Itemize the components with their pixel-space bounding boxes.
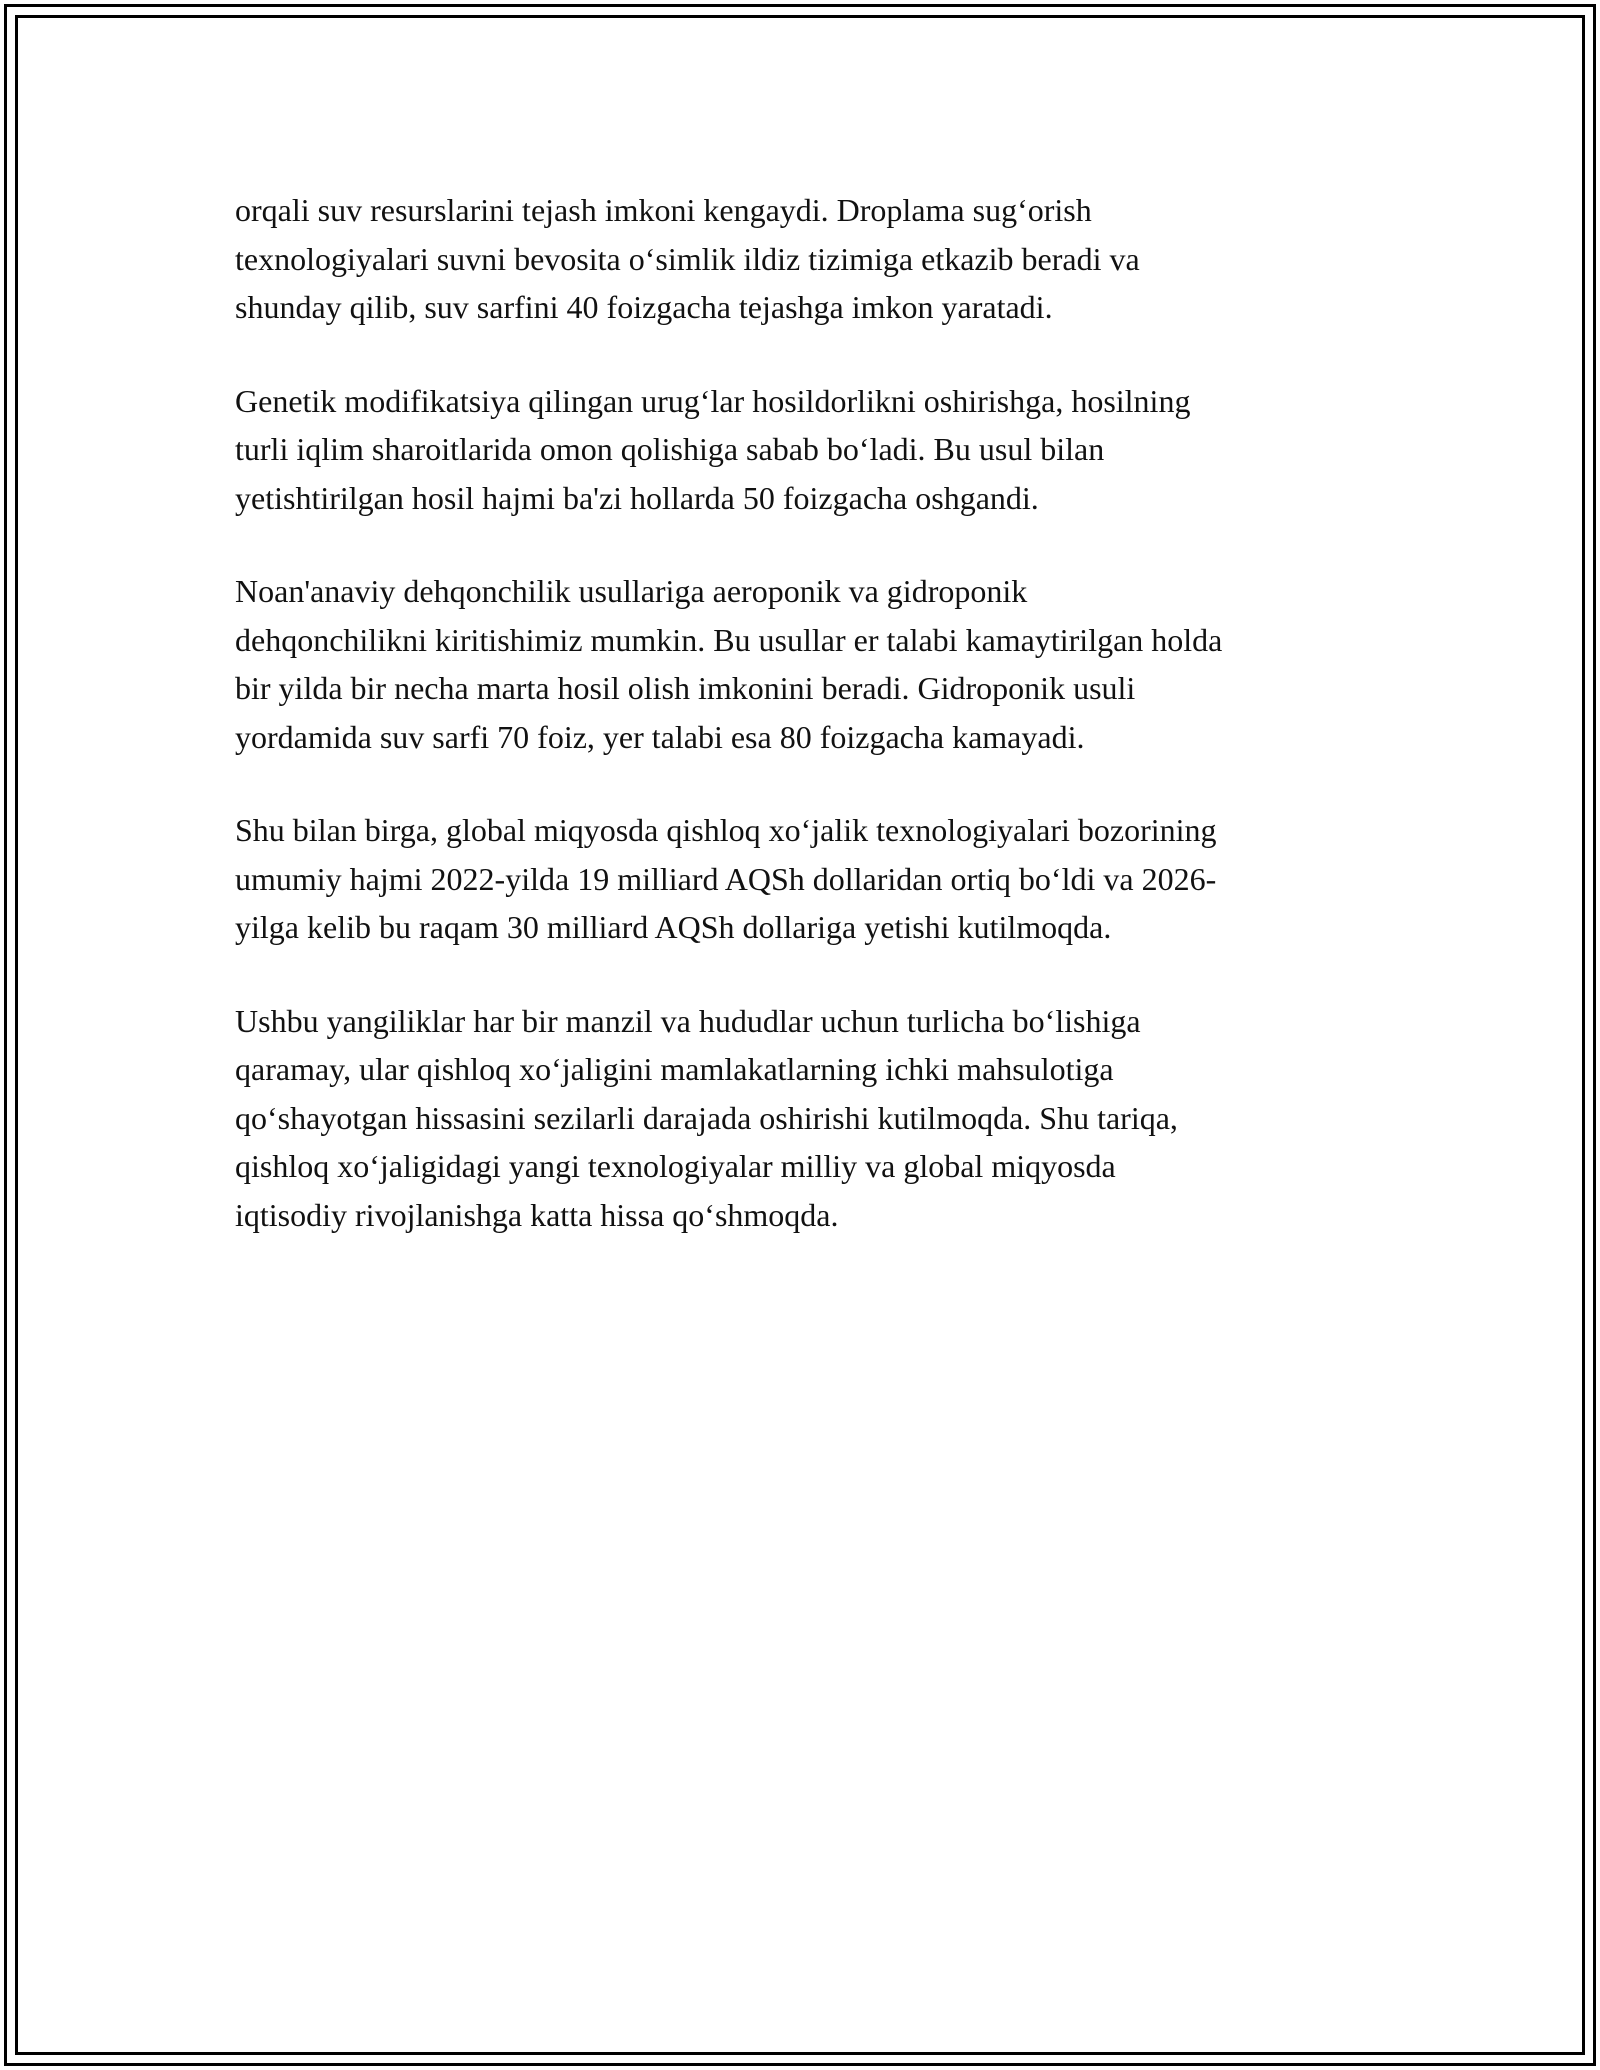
text-line: Noan'anaviy dehqonchilik usullariga aeroponik va gidroponik bbox=[235, 573, 1028, 609]
text-line: orqali suv resurslarini tejash imkoni kengaydi. Droplama sug‘orish bbox=[235, 192, 1092, 228]
text-line: qishloq xo‘jaligidagi yangi texnologiyalar milliy va global miqyosda bbox=[235, 1148, 1116, 1184]
paragraph-genetic-seeds bbox=[235, 377, 1375, 523]
text-line: shunday qilib, suv sarfini 40 foizgacha tejashga imkon yaratadi. bbox=[235, 289, 1053, 325]
text-line: Shu bilan birga, global miqyosda qishloq xo‘jalik texnologiyalari bozorining bbox=[235, 812, 1217, 848]
text-line: qaramay, ular qishloq xo‘jaligini mamlakatlarning ichki mahsulotiga bbox=[235, 1051, 1114, 1087]
text-line: yetishtirilgan hosil hajmi ba'zi hollarda 50 foizgacha oshgandi. bbox=[235, 479, 1039, 516]
document-body bbox=[235, 186, 1375, 1284]
paragraph-unconventional-farming bbox=[235, 567, 1375, 761]
paragraph-market-size bbox=[235, 806, 1375, 952]
text-line: texnologiyalari suvni bevosita o‘simlik ildiz tizimiga etkazib beradi va bbox=[235, 240, 1140, 277]
text-line: yilga kelib bu raqam 30 milliard AQSh dollariga yetishi kutilmoqda. bbox=[235, 909, 1112, 945]
text-line: umumiy hajmi 2022-yilda 19 milliard AQSh dollaridan ortiq bo‘ldi va 2026- bbox=[235, 860, 1217, 897]
text-line: iqtisodiy rivojlanishga katta hissa qo‘shmoqda. bbox=[235, 1196, 839, 1233]
text-line: qo‘shayotgan hissasini sezilarli darajada oshirishi kutilmoqda. Shu tariqa, bbox=[235, 1099, 1178, 1136]
text-line: turli iqlim sharoitlarida omon qolishiga sabab bo‘ladi. Bu usul bilan bbox=[235, 431, 1105, 467]
paragraph-conclusion bbox=[235, 997, 1375, 1240]
text-line: Ushbu yangiliklar har bir manzil va hududlar uchun turlicha bo‘lishiga bbox=[235, 1002, 1141, 1039]
text-line: dehqonchilikni kiritishimiz mumkin. Bu usullar er talabi kamaytirilgan holda bbox=[235, 621, 1223, 658]
text-line: bir yilda bir necha marta hosil olish imkonini beradi. Gidroponik usuli bbox=[235, 670, 1136, 706]
text-line: yordamida suv sarfi 70 foiz, yer talabi esa 80 foizgacha kamayadi. bbox=[235, 718, 1085, 755]
text-line: Genetik modifikatsiya qilingan urug‘lar hosildorlikni oshirishga, hosilning bbox=[235, 382, 1191, 419]
paragraph-water-saving bbox=[235, 186, 1375, 332]
